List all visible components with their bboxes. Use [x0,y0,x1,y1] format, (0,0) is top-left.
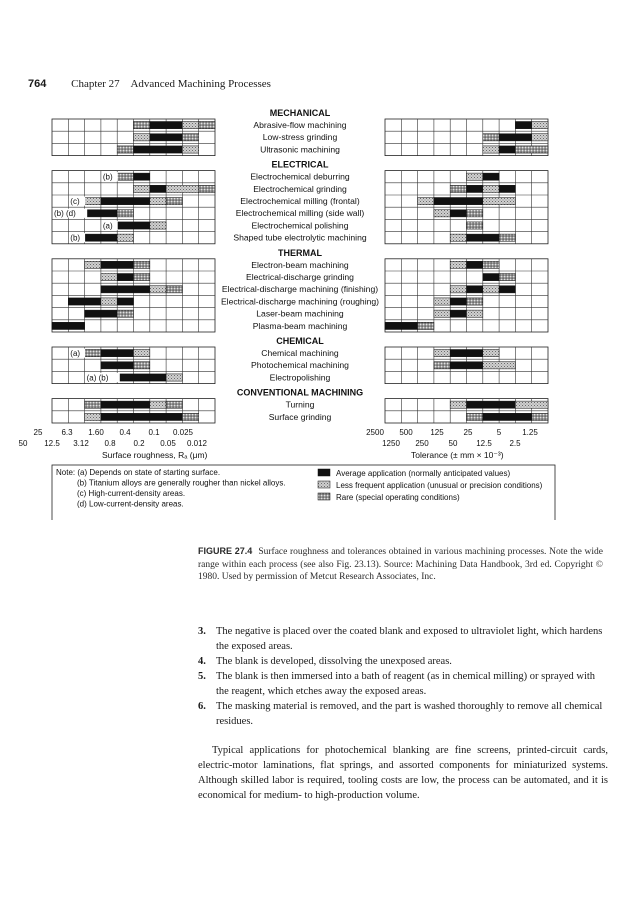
tolerance-bar-rare [499,274,515,281]
roughness-bar-rare [117,310,133,317]
roughness-bar-avg [117,274,133,281]
tolerance-bar-avg [467,401,516,408]
roughness-bar-less [134,350,150,357]
figure-label: FIGURE 27.4 [198,546,253,556]
roughness-bar-avg [134,173,150,180]
tolerance-bar-less [515,401,548,408]
roughness-bar-avg [101,350,134,357]
process-label: Electrochemical grinding [253,183,347,194]
process-label: Electrochemical milling (frontal) [240,196,360,206]
process-label: Electrical-discharge machining (finishing) [221,284,379,295]
roughness-bar-avg [134,146,183,153]
tolerance-bar-avg [385,322,418,329]
group-title: ELECTRICAL [271,159,329,170]
roughness-bar-less [182,146,198,153]
note-marker: (b) [102,172,113,182]
tolerance-bar-rare [434,362,450,369]
legend-label: Rare (special operating conditions) [336,493,460,502]
roughness-tick-label: 6.3 [61,428,73,437]
roughness-bar-less [166,374,182,381]
roughness-tick-label: 3.12 [73,439,89,448]
steps-list [198,624,608,729]
page-number: 764 [28,78,47,90]
tolerance-tick-label: 5 [496,428,502,437]
roughness-tick-label: 0.1 [148,428,160,437]
process-label: Electropolishing [269,372,331,383]
group-title: CONVENTIONAL MACHINING [236,387,364,398]
tolerance-bar-rare [467,222,483,229]
tolerance-bar-rare [532,413,548,420]
roughness-tick-label: 0.012 [186,439,208,448]
legend-label: Average application (normally anticipated values) [336,469,511,478]
tolerance-axis-label: Tolerance (± mm × 10⁻³) [411,450,504,460]
list-item: 4. The blank is developed, dissolving the unexposed areas. [198,656,452,667]
roughness-bar-rare [199,185,215,192]
tolerance-bar-less [467,310,483,317]
tolerance-bar-avg [499,146,515,153]
tolerance-bar-avg [499,286,515,293]
tolerance-bar-less [434,310,450,317]
note-marker: (b) [70,233,81,243]
process-label: Electrical-discharge grinding [246,272,354,282]
roughness-bar-rare [182,134,198,141]
roughness-bar-less [150,286,166,293]
process-label: Electrochemical deburring [250,171,350,182]
tolerance-bar-rare [499,234,515,241]
tolerance-bar-less [532,134,548,141]
roughness-bar-avg [150,185,166,192]
roughness-bar-less [85,198,101,205]
roughness-bar-avg [101,286,150,293]
roughness-bar-less [134,134,150,141]
process-label: Electrochemical polishing [251,220,349,231]
roughness-tick-label: 0.8 [104,439,116,448]
roughness-bar-rare [134,261,150,268]
roughness-bar-less [166,185,199,192]
tolerance-bar-less [467,173,483,180]
tolerance-bar-rare [418,322,434,329]
tolerance-tick-label: 25 [463,428,473,437]
process-label: Electron-beam machining [251,259,349,270]
tolerance-bar-avg [499,134,532,141]
process-label: Electrochemical milling (side wall) [235,208,365,219]
tolerance-tick-label: 500 [399,428,413,437]
roughness-bar-rare [117,210,133,217]
roughness-bar-less [117,234,133,241]
tolerance-bar-avg [515,122,531,129]
figure-caption-text: Surface roughness and tolerances obtained in various machining processes. Note the wide range within each process (see also Fig. 23.13). Source: Machining Data Handbook, 3rd ed. Copyright © 1980. Used by permission of Metcut Research Associates, Inc. [198,547,603,582]
process-label: Shaped tube electrolytic machining [233,232,367,243]
roughness-bar-rare [166,286,182,293]
tolerance-bar-less [434,350,450,357]
roughness-tick-label: 1.60 [88,428,104,437]
roughness-bar-rare [85,401,101,408]
note-marker: (a) (b) [86,373,109,383]
tolerance-tick-label: 1.25 [522,428,538,437]
tolerance-bar-less [483,198,516,205]
roughness-bar-rare [134,122,150,129]
tolerance-bar-avg [499,185,515,192]
process-label: Plasma-beam machining [252,320,348,331]
roughness-bar-avg [101,261,134,268]
tolerance-bar-less [483,146,499,153]
process-label: Surface grinding [268,411,332,422]
tolerance-bar-avg [467,261,483,268]
roughness-bar-less [101,298,117,305]
note-marker: (b) (d) [54,209,76,219]
tolerance-bar-less [532,122,548,129]
roughness-bar-less [150,222,166,229]
tolerance-bar-less [483,185,499,192]
figure-caption [198,545,603,584]
tolerance-tick-label: 125 [430,428,444,437]
tolerance-tick-label: 2500 [366,428,384,437]
tolerance-bar-less [483,362,516,369]
process-label: Chemical machining [261,348,339,358]
process-label: Abrasive-flow machining [253,120,347,130]
tolerance-tick-label: 250 [415,439,429,448]
roughness-bar-rare [166,198,182,205]
roughness-tick-label: 0.05 [160,439,176,448]
chapter-title: Advanced Machining Processes [130,78,271,90]
group-title: THERMAL [278,247,322,258]
note-marker: (c) [70,197,80,206]
roughness-bar-rare [166,401,182,408]
tolerance-bar-less [450,401,466,408]
note-line: (d) Low-current-density areas. [77,499,184,509]
roughness-bar-less [85,261,101,268]
note-line: (c) High-current-density areas. [77,489,186,498]
tolerance-bar-avg [450,298,466,305]
process-label: Laser-beam machining [256,308,344,319]
tolerance-bar-rare [483,261,499,268]
tolerance-bar-less [450,234,466,241]
roughness-bar-avg [85,310,118,317]
roughness-bar-avg [150,122,183,129]
roughness-bar-avg [101,198,150,205]
roughness-tick-label: 0.4 [119,428,131,437]
legend-swatch [318,481,330,488]
note-marker: (a) [70,349,81,358]
tolerance-tick-label: 12.5 [476,439,492,448]
legend-swatch [318,493,330,500]
roughness-bar-avg [68,298,101,305]
group-title: CHEMICAL [276,336,324,346]
roughness-bar-less [101,274,117,281]
note-line: (b) Titanium alloys are generally rougher than nickel alloys. [77,478,286,488]
tolerance-bar-less [450,286,466,293]
process-label: Photochemical machining [251,360,349,371]
tolerance-bar-rare [483,134,499,141]
process-label: Ultrasonic machining [260,144,340,155]
roughness-bar-rare [134,274,150,281]
tolerance-bar-less [434,298,450,305]
group-title: MECHANICAL [269,108,331,118]
process-label: Turning [285,399,315,410]
tolerance-bar-avg [450,350,483,357]
tolerance-bar-avg [467,185,483,192]
roughness-bar-rare [85,350,101,357]
roughness-tick-label: 25 [33,428,43,437]
tolerance-tick-label: 50 [448,439,458,448]
tolerance-bar-rare [450,185,466,192]
roughness-bar-less [150,401,166,408]
tolerance-bar-avg [483,413,532,420]
roughness-bar-avg [101,401,150,408]
tolerance-bar-less [483,286,499,293]
roughness-bar-rare [182,413,198,420]
tolerance-tick-label: 2.5 [509,439,521,448]
roughness-tick-label: 0.2 [133,439,145,448]
roughness-bar-avg [85,234,118,241]
tolerance-bar-avg [483,274,499,281]
roughness-bar-avg [101,362,134,369]
tolerance-bar-less [418,198,434,205]
tolerance-bar-rare [467,210,483,217]
roughness-bar-rare [199,122,215,129]
process-label: Electrical-discharge machining (roughing) [220,296,380,307]
roughness-bar-less [85,413,101,420]
chapter-label: Chapter 27 [71,78,120,90]
roughness-tick-label: 0.025 [172,428,194,437]
tolerance-bar-avg [467,234,500,241]
process-label: Low-stress grinding [262,132,338,143]
roughness-bar-avg [85,210,118,217]
roughness-bar-rare [117,173,133,180]
tolerance-bar-less [483,350,499,357]
tolerance-bar-rare [467,413,483,420]
tolerance-bar-avg [450,310,466,317]
roughness-bar-avg [150,134,183,141]
roughness-bar-rare [117,146,133,153]
roughness-bar-avg [52,322,85,329]
tolerance-bar-rare [515,146,548,153]
roughness-bar-less [150,198,166,205]
tolerance-bar-avg [434,198,483,205]
note-line: Note: (a) Depends on state of starting surface. [56,468,221,477]
list-item: 3. The negative is placed over the coated blank and exposed to ultraviolet light, which hardens the exposed areas. [198,626,603,652]
roughness-bar-rare [134,362,150,369]
roughness-tick-label: 50 [18,439,28,448]
body-paragraph: Typical applications for photochemical blanking are fine screens, printed-circuit cards, electric-motor laminations, flat springs, and assorted components for miniaturized systems. Although skilled labor is required, tooling costs are low, the process can be automated, and it is economical for medium- to high-production volume. [198,745,608,801]
tolerance-bar-rare [467,298,483,305]
tolerance-bar-less [434,210,450,217]
tolerance-tick-label: 1250 [382,439,400,448]
list-item: 6. The masking material is removed, and the part is washed thoroughly to remove all chemical residues. [198,701,603,727]
tolerance-bar-less [450,261,466,268]
roughness-tick-label: 12.5 [44,439,60,448]
roughness-bar-less [134,185,150,192]
note-marker: (a) [102,221,113,231]
tolerance-bar-avg [467,286,483,293]
legend-label: Less frequent application (unusual or precision conditions) [336,481,543,490]
roughness-bar-avg [101,413,182,420]
list-item: 5. The blank is then immersed into a bath of reagent (as in chemical milling) or sprayed with the reagent, which etches away the exposed areas. [198,671,596,697]
roughness-bar-avg [117,222,150,229]
legend-swatch [318,469,330,476]
roughness-bar-avg [117,374,166,381]
roughness-bar-avg [117,298,133,305]
roughness-axis-label: Surface roughness, Rₐ (μm) [102,450,208,460]
tolerance-bar-avg [450,362,483,369]
roughness-bar-less [182,122,198,129]
tolerance-bar-avg [450,210,466,217]
tolerance-bar-avg [483,173,499,180]
